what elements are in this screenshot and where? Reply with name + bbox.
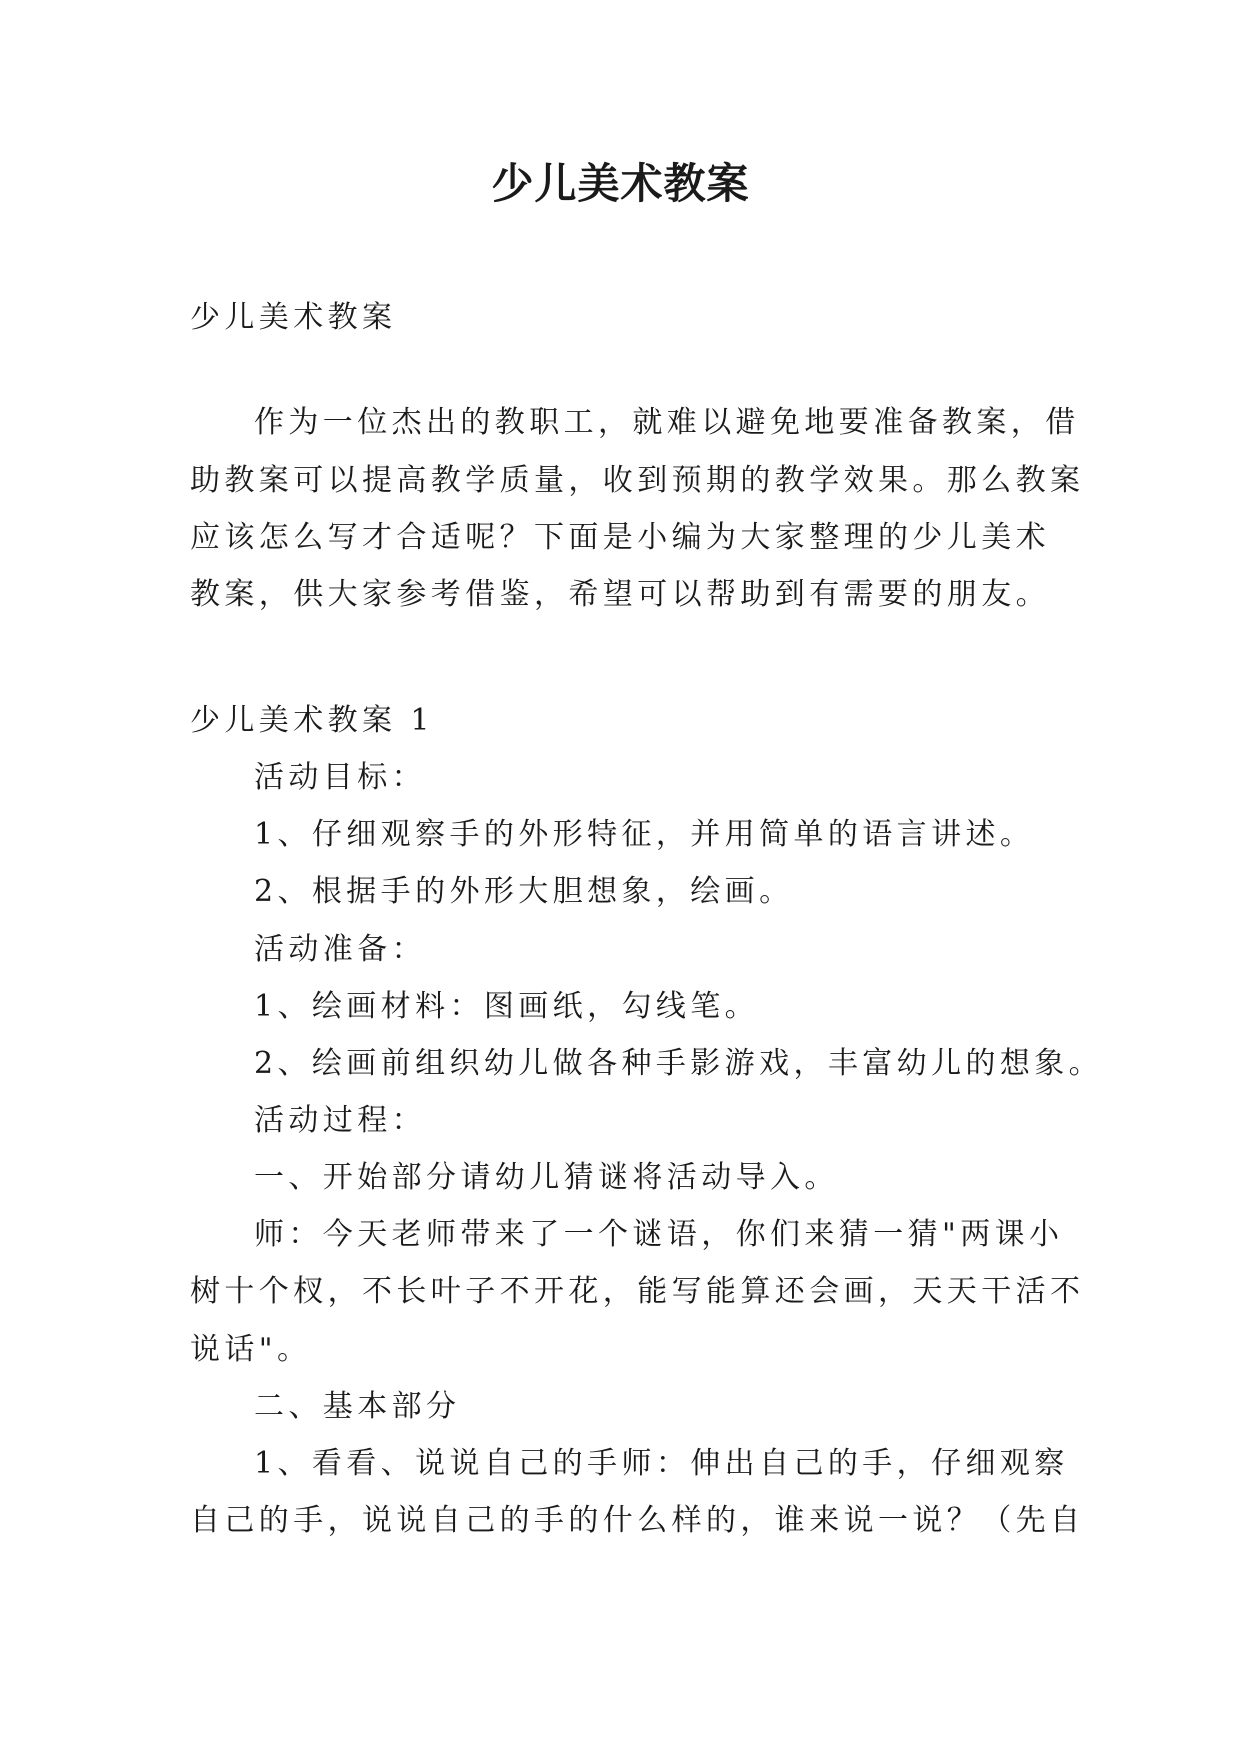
- process-part-2: 二、基本部分: [254, 1389, 461, 1424]
- part2-line-1: 1、看看、说说自己的手师：伸出自己的手，仔细观察: [254, 1446, 1069, 1481]
- part2-line-2: 自己的手，说说自己的手的什么样的，谁来说一说？（先自: [190, 1503, 1085, 1538]
- goal-item-1: 1、仔细观察手的外形特征，并用简单的语言讲述。: [254, 817, 1035, 852]
- activity-process-label: 活动过程：: [254, 1103, 426, 1138]
- intro-line-3: 应该怎么写才合适呢？下面是小编为大家整理的少儿美术: [190, 520, 1050, 555]
- section-heading: 少儿美术教案 1: [190, 703, 434, 738]
- intro-line-4: 教案，供大家参考借鉴，希望可以帮助到有需要的朋友。: [190, 577, 1050, 612]
- intro-line-2: 助教案可以提高教学质量，收到预期的教学效果。那么教案: [190, 463, 1085, 498]
- goal-item-2: 2、根据手的外形大胆想象，绘画。: [254, 874, 794, 909]
- riddle-line-2: 树十个杈，不长叶子不开花，能写能算还会画，天天干活不: [190, 1274, 1085, 1309]
- process-part-1: 一、开始部分请幼儿猜谜将活动导入。: [254, 1160, 839, 1195]
- intro-line-1: 作为一位杰出的教职工，就难以避免地要准备教案，借: [254, 405, 1080, 440]
- riddle-line-3: 说话"。: [190, 1332, 312, 1367]
- riddle-line-1: 师：今天老师带来了一个谜语，你们来猜一猜"两课小: [254, 1217, 1064, 1252]
- activity-goal-label: 活动目标：: [254, 760, 426, 795]
- activity-prep-label: 活动准备：: [254, 932, 426, 967]
- prep-item-2: 2、绘画前组织幼儿做各种手影游戏，丰富幼儿的想象。: [254, 1046, 1104, 1081]
- prep-item-1: 1、绘画材料：图画纸，勾线笔。: [254, 989, 760, 1024]
- subtitle-line: 少儿美术教案: [190, 300, 397, 335]
- document-title: 少儿美术教案: [491, 159, 750, 208]
